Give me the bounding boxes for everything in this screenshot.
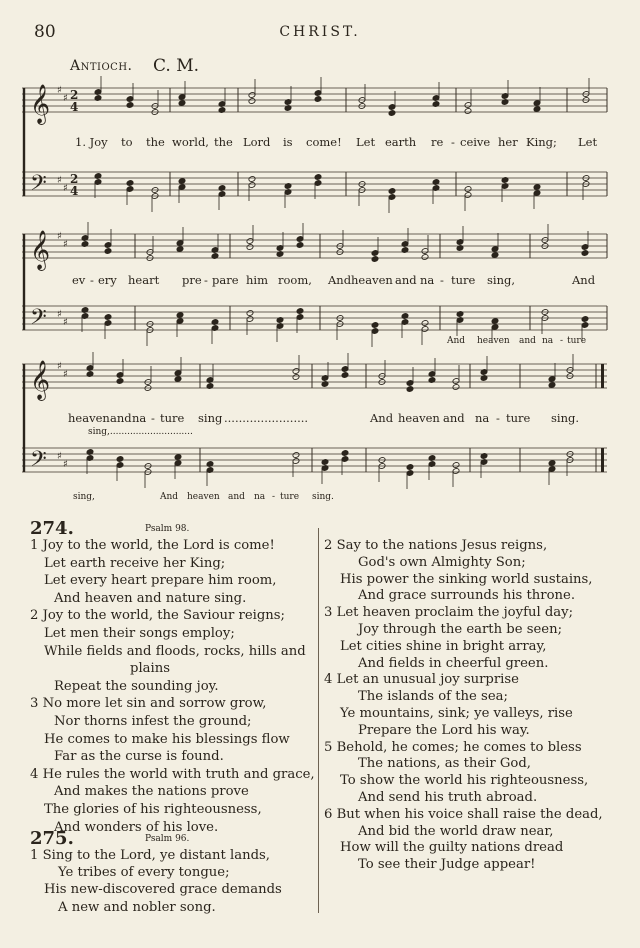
lyric-syllable: and: [519, 336, 536, 346]
lyric-syllable: ture: [567, 336, 587, 346]
note-head: [296, 242, 304, 249]
running-title: CHRIST.: [279, 24, 361, 40]
note-head: [371, 256, 379, 263]
lyric-syllable: And: [447, 336, 466, 346]
verse-line: To show the world his righteousness,: [340, 773, 589, 789]
verse-line: And bid the world draw near,: [358, 823, 554, 839]
bass-clef-icon: 𝄢: [30, 447, 47, 477]
verse-line: plains: [130, 661, 171, 677]
verse-line: Nor thorns infest the ground;: [54, 714, 252, 729]
lyric-syllable: him: [246, 273, 268, 287]
lyric-syllable: Let: [578, 135, 598, 149]
note-head: [388, 188, 396, 195]
lyric-syllable: na: [420, 273, 435, 287]
verse-line: The glories of his righteousness,: [44, 802, 262, 817]
lyric-syllable: Lord: [243, 135, 271, 149]
note-head: [341, 450, 349, 457]
lyric-syllable: -: [272, 492, 276, 502]
lyric-syllable: And: [572, 273, 596, 287]
note-head: [314, 96, 322, 103]
sharp-icon: ♯: [63, 459, 68, 470]
verse-line: He comes to make his blessings flow: [44, 731, 290, 747]
verse-line: And grace surrounds his throne.: [358, 588, 576, 604]
note-head: [491, 252, 499, 259]
note-head: [246, 244, 254, 251]
sharp-icon: ♯: [63, 183, 68, 194]
verse-line: And fields in cheerful green.: [358, 655, 549, 671]
lyric-syllable: ev: [72, 273, 86, 287]
note-head: [581, 250, 589, 257]
note-head: [104, 314, 112, 321]
note-head: [178, 100, 186, 107]
note-head: [341, 372, 349, 379]
sharp-icon: ♯: [63, 93, 68, 104]
sharp-icon: ♯: [57, 309, 62, 320]
verse-line: A new and nobler song.: [58, 899, 216, 915]
lyric-syllable: ceive: [460, 135, 491, 149]
verse-line: His power the sinking world sustains,: [340, 571, 593, 587]
verse-line: And heaven and nature sing.: [54, 590, 247, 606]
note-head: [296, 308, 304, 315]
note-head: [246, 310, 254, 317]
note-head: [406, 464, 414, 471]
lyric-syllable: sing.: [312, 492, 334, 502]
note-head: [548, 382, 556, 389]
note-head: [248, 176, 256, 183]
note-head: [116, 456, 124, 463]
verse-line: And send his truth abroad.: [358, 790, 538, 805]
music-system-1: [0, 76, 640, 216]
lyric-syllable: And: [328, 273, 352, 287]
sharp-icon: ♯: [57, 85, 62, 96]
verse-line: How will the guilty nations dread: [340, 840, 564, 856]
lyric-syllable: earth: [385, 135, 417, 149]
note-head: [178, 178, 186, 185]
lyric-syllable: -: [151, 411, 155, 425]
lyric-syllable: come!: [306, 135, 342, 149]
note-head: [176, 246, 184, 253]
staff-svg-2: [0, 222, 640, 352]
note-head: [176, 312, 184, 319]
note-head: [104, 248, 112, 255]
verse-line: Let cities shine in bright array,: [340, 638, 547, 654]
lyric-syllable: sing,: [487, 273, 516, 287]
verse-line: 1 Sing to the Lord, ye distant lands,: [30, 848, 271, 863]
note-head: [533, 184, 541, 191]
note-head: [452, 462, 460, 469]
lyric-syllable: re: [431, 135, 444, 149]
verse-line: Let every heart prepare him room,: [44, 573, 277, 589]
verse-line: Ye mountains, sink; ye valleys, rise: [340, 706, 573, 721]
lyric-syllable: -: [496, 411, 500, 425]
note-head: [126, 180, 134, 187]
lyric-syllable: her: [498, 135, 518, 149]
sharp-icon: ♯: [63, 317, 68, 328]
verse-line: Repeat the sounding joy.: [54, 678, 219, 694]
note-head: [581, 316, 589, 323]
treble-clef-icon: 𝄞: [30, 360, 51, 400]
column-divider: [318, 528, 319, 913]
music-system-3: [0, 352, 640, 512]
sharp-icon: ♯: [63, 239, 68, 250]
time-signature-top: 2: [70, 88, 79, 102]
note-head: [452, 384, 460, 391]
lyric-syllable: pre: [182, 273, 202, 287]
note-head: [388, 110, 396, 117]
verse-line: The islands of the sea;: [358, 689, 508, 705]
note-head: [292, 374, 300, 381]
lyric-syllable: ery: [98, 273, 117, 287]
lyric-syllable: sing: [198, 411, 223, 425]
lyric-syllable: is: [283, 135, 293, 149]
note-head: [421, 320, 429, 327]
verse-line: 3 No more let sin and sorrow grow,: [30, 696, 267, 712]
lyric-syllable: the: [214, 135, 233, 149]
page-number: 80: [34, 22, 56, 42]
bass-clef-icon: 𝄢: [30, 305, 47, 335]
lyric-syllable: heaven: [398, 411, 440, 425]
verse-line: Prepare the Lord his way.: [358, 722, 530, 738]
lyric-syllable: and: [443, 411, 465, 425]
verse-line: 4 Let an unusual joy surprise: [324, 672, 519, 688]
lyric-syllable: -: [451, 135, 455, 149]
lyric-syllable: -: [90, 273, 94, 287]
verse-line: 3 Let heaven proclaim the joyful day;: [324, 605, 574, 621]
psalm-ref-274: Psalm 98.: [145, 524, 190, 534]
note-head: [174, 376, 182, 383]
treble-clef-icon: 𝄞: [30, 230, 51, 270]
lyric-syllable: -: [560, 336, 564, 346]
lyric-syllable: heaven: [68, 411, 110, 425]
note-head: [548, 460, 556, 467]
note-head: [464, 186, 472, 193]
note-head: [406, 386, 414, 393]
lyric-syllable: and: [110, 411, 132, 425]
sharp-icon: ♯: [57, 175, 62, 186]
verse-line: To see their Judge appear!: [358, 857, 536, 873]
lyric-syllable: 1. Joy: [75, 135, 108, 149]
lyric-syllable: heart: [128, 273, 160, 287]
lyric-syllable: and: [228, 492, 245, 502]
verse-line: Let men their songs employ;: [44, 626, 235, 641]
note-head: [116, 378, 124, 385]
final-barline: [601, 448, 604, 472]
note-head: [421, 254, 429, 261]
lyric-syllable: King;: [526, 135, 557, 149]
lyric-syllable: ture: [280, 492, 300, 502]
verse-line: Far as the curse is found.: [54, 749, 224, 765]
lyric-syllable: heaven: [477, 336, 510, 346]
lyric-syllable: na: [132, 411, 147, 425]
time-signature-bottom: 4: [70, 184, 79, 198]
verse-line: And makes the nations prove: [54, 784, 249, 800]
lyric-syllable: And: [370, 411, 394, 425]
lyric-syllable: the: [146, 135, 165, 149]
note-head: [126, 102, 134, 109]
verse-line: 2 Say to the nations Jesus reigns,: [324, 538, 548, 553]
lyric-syllable: -: [204, 273, 208, 287]
music-system-2: [0, 222, 640, 352]
note-head: [371, 322, 379, 329]
time-signature-bottom: 4: [70, 100, 79, 114]
treble-clef-icon: 𝄞: [30, 84, 51, 124]
lyric-syllable: .......................: [224, 411, 309, 425]
verse-line: God's own Almighty Son;: [358, 554, 526, 570]
verse-line: And wonders of his love.: [54, 819, 219, 835]
lyric-syllable: pare: [212, 273, 239, 287]
lyric-syllable: and: [395, 273, 417, 287]
lyric-syllable: na: [254, 492, 266, 502]
verse-line: The nations, as their God,: [358, 756, 531, 772]
note-head: [533, 106, 541, 113]
final-barline: [601, 364, 604, 388]
lyric-syllable: And: [160, 492, 179, 502]
verse-line: Joy through the earth be seen;: [358, 622, 563, 637]
lyric-syllable: ture: [160, 411, 185, 425]
note-head: [174, 454, 182, 461]
tune-meter: C. M.: [153, 56, 200, 76]
verse-line: 5 Behold, he comes; he comes to bless: [324, 739, 582, 755]
lyric-syllable: sing,.............................: [88, 427, 193, 437]
verse-line: His new-discovered grace demands: [44, 882, 282, 898]
lyric-syllable: sing,: [73, 492, 95, 502]
bass-clef-icon: 𝄢: [30, 171, 47, 201]
lyric-syllable: na: [542, 336, 554, 346]
lyric-syllable: sing.: [551, 411, 580, 425]
note-head: [314, 174, 322, 181]
hymn-number-274: 274.: [30, 518, 74, 539]
verse-line: Ye tribes of every tongue;: [58, 865, 230, 881]
time-signature-top: 2: [70, 172, 79, 186]
sharp-icon: ♯: [57, 451, 62, 462]
lyric-syllable: world,: [172, 135, 209, 149]
psalm-ref-275: Psalm 96.: [145, 834, 190, 844]
lyric-syllable: ture: [451, 273, 476, 287]
note-head: [292, 452, 300, 459]
lyric-syllable: heaven: [351, 273, 393, 287]
verse-line: 4 He rules the world with truth and grace,: [30, 766, 315, 782]
verse-line: While fields and floods, rocks, hills and: [44, 643, 306, 659]
verse-line: 1 Joy to the world, the Lord is come!: [30, 538, 275, 553]
sharp-icon: ♯: [57, 361, 62, 372]
lyric-syllable: room,: [278, 273, 312, 287]
note-head: [491, 318, 499, 325]
verse-line: 6 But when his voice shall raise the dead,: [324, 806, 603, 822]
lyric-syllable: Let: [356, 135, 376, 149]
tune-name: Antioch.: [70, 58, 133, 74]
lyric-syllable: to: [121, 135, 133, 149]
verse-line: Let earth receive her King;: [44, 555, 226, 571]
sharp-icon: ♯: [63, 369, 68, 380]
note-head: [248, 98, 256, 105]
lyric-syllable: na: [475, 411, 490, 425]
note-head: [464, 108, 472, 115]
sharp-icon: ♯: [57, 231, 62, 242]
hymn-number-275: 275.: [30, 828, 74, 849]
lyric-syllable: -: [440, 273, 444, 287]
verse-line: 2 Joy to the world, the Saviour reigns;: [30, 608, 285, 624]
lyric-syllable: heaven: [187, 492, 220, 502]
lyric-syllable: ture: [506, 411, 531, 425]
